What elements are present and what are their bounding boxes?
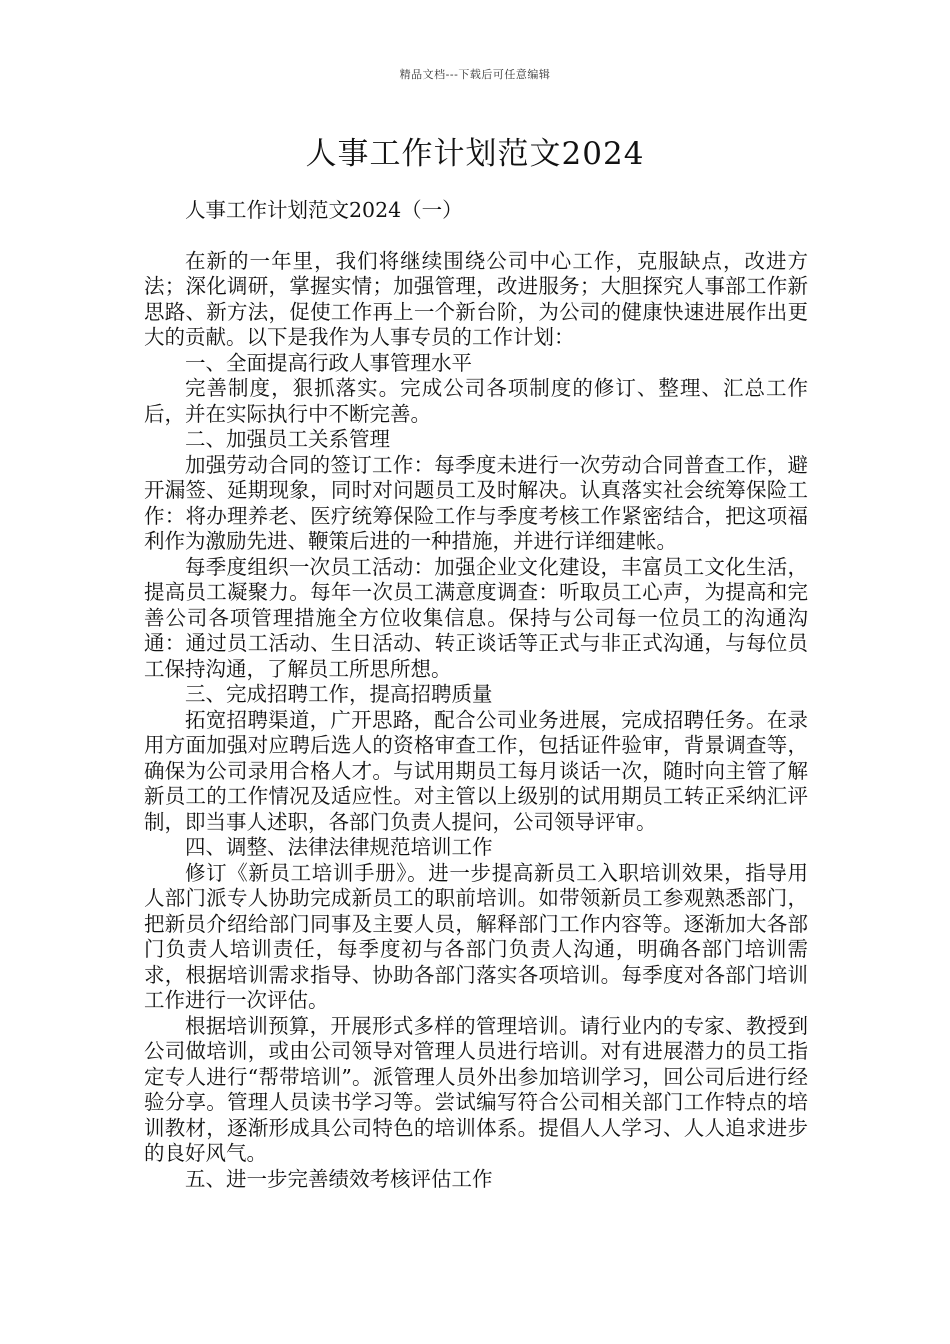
body-paragraph: 加强劳动合同的签订工作：每季度未进行一次劳动合同普查工作，避开漏签、延期现象，同时对问题员工及时解决。认真落实社会统筹保险工作：将办理养老、医疗统筹保险工作与季度考核工作紧密结合，把这项福利作为激励先进、鞭策后进的一种措施，并进行详细建帐。	[144, 452, 808, 553]
body-paragraph: 修订《新员工培训手册》。进一步提高新员工入职培训效果，指导用人部门派专人协助完成新员工的职前培训。如带领新员工参观熟悉部门，把新员介绍给部门同事及主要人员，解释部门工作内容等。逐渐加大各部门负责人培训责任，每季度初与各部门负责人沟通，明确各部门培训需求，根据培训需求指导、协助各部门落实各项培训。每季度对各部门培训工作进行一次评估。	[144, 860, 808, 1012]
section-heading-3: 三、完成招聘工作，提高招聘质量	[185, 682, 493, 706]
document-subtitle: 人事工作计划范文2024（一）	[185, 198, 463, 222]
document-title: 人事工作计划范文2024	[305, 136, 645, 172]
intro-paragraph: 在新的一年里，我们将继续围绕公司中心工作，克服缺点，改进方法；深化调研，掌握实情；加强管理，改进服务；大胆探究人事部工作新思路、新方法，促使工作再上一个新台阶，为公司的健康快速进展作出更大的贡献。以下是我作为人事专员的工作计划：	[144, 248, 808, 349]
section-heading-2: 二、加强员工关系管理	[185, 427, 390, 451]
section-heading-1: 一、全面提高行政人事管理水平	[185, 350, 472, 375]
header-watermark: 精品文档---下载后可任意编辑	[399, 68, 551, 81]
section-heading-4: 四、调整、法律法律规范培训工作	[185, 835, 493, 859]
body-paragraph: 拓宽招聘渠道，广开思路，配合公司业务进展，完成招聘任务。在录用方面加强对应聘后选人的资格审查工作，包括证件验审，背景调查等，确保为公司录用合格人才。与试用期员工每月谈话一次，随时向主管了解新员工的工作情况及适应性。对主管以上级别的试用期员工转正采纳汇评制，即当事人述职，各部门负责人提问，公司领导评审。	[144, 707, 808, 834]
body-paragraph: 每季度组织一次员工活动：加强企业文化建设，丰富员工文化生活，提高员工凝聚力。每年一次员工满意度调查：听取员工心声，为提高和完善公司各项管理措施全方位收集信息。保持与公司每一位员工的沟通沟通：通过员工活动、生日活动、转正谈话等正式与非正式沟通，与每位员工保持沟通，了解员工所思所想。	[144, 554, 808, 681]
section-heading-5: 五、进一步完善绩效考核评估工作	[185, 1166, 493, 1191]
body-paragraph: 根据培训预算，开展形式多样的管理培训。请行业内的专家、教授到公司做培训，或由公司领导对管理人员进行培训。对有进展潜力的员工指定专人进行“帮带培训”。派管理人员外出参加培训学习，回公司后进行经验分享。管理人员读书学习等。尝试编写符合公司相关部门工作特点的培训教材，逐渐形成具公司特色的培训体系。提倡人人学习、人人追求进步的良好风气。	[144, 1013, 808, 1165]
body-paragraph: 完善制度，狠抓落实。完成公司各项制度的修订、整理、汇总工作后，并在实际执行中不断完善。	[144, 376, 808, 426]
document-body	[144, 198, 808, 1192]
